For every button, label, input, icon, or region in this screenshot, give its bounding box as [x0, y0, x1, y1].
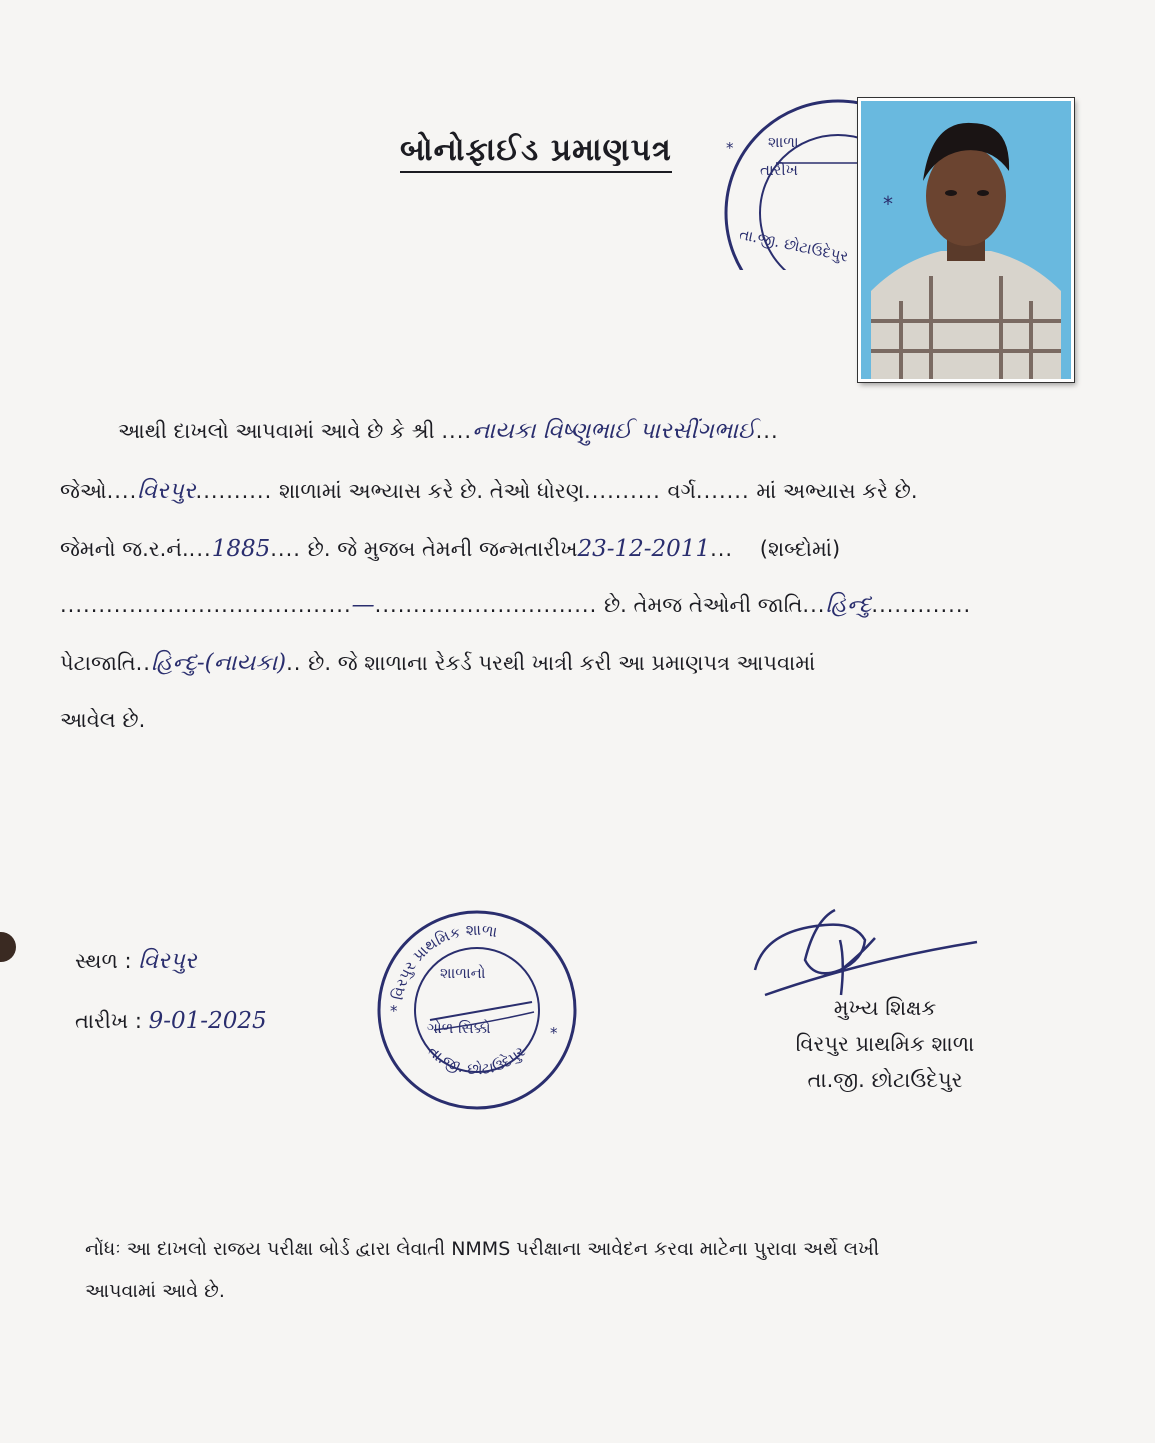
- date-value: 9-01-2025: [148, 1008, 267, 1034]
- body-line-1: આથી દાખલો આપવામાં આવે છે કે શ્રી ....નાયકા વિષ્ણુભાઈ પારસીંગભાઈ...: [118, 418, 779, 444]
- svg-text:*: *: [726, 139, 734, 157]
- birth-date: 23-12-2011: [577, 536, 711, 562]
- footer-note: [85, 1228, 1045, 1312]
- words-dash: —: [351, 592, 375, 618]
- register-number: 1885: [211, 536, 271, 562]
- person-silhouette-icon: [861, 101, 1071, 379]
- svg-text:*: *: [390, 1002, 398, 1020]
- line3-mid: છે. જે મુજબ તેમની જન્મતારીખ: [307, 537, 578, 561]
- page-title: બોનોફાઈડ પ્રમાણપત્ર: [400, 132, 672, 173]
- top-stamp-text-2: તારીખ: [760, 161, 798, 179]
- line1-prefix: આથી દાખલો આપવામાં આવે છે કે શ્રી: [118, 419, 435, 443]
- date-row: [75, 1008, 267, 1034]
- body-line-2: જેઓ....વિરપુર.......... શાળામાં અભ્યાસ કરે છે. તેઓ ધોરણ.......... વર્ગ....... માં અભ્યાસ કરે છે.: [60, 478, 918, 504]
- top-stamp-text-1: શાળા: [768, 133, 799, 151]
- date-label: તારીખ :: [75, 1009, 142, 1033]
- top-round-stamp: [708, 55, 878, 270]
- body-line-6: આવેલ છે.: [60, 708, 146, 732]
- school-village: વિરપુર: [137, 478, 196, 504]
- place-label: સ્થળ :: [75, 949, 132, 973]
- line4-mid: છે. તેમજ તેઓની જાતિ: [603, 593, 803, 617]
- line3-end: (શબ્દોમાં): [759, 537, 841, 561]
- note-line-1: નોંધઃ આ દાખલો રાજય પરીક્ષા બોર્ડ દ્વારા લેવાતી NMMS પરીક્ષાના આવેદન કરવા માટેના પુરાવા અર્થે લખી: [85, 1238, 880, 1260]
- line5-prefix: પેટાજાતિ: [60, 651, 136, 675]
- line2-prefix: જેઓ: [60, 479, 107, 503]
- body-line-4: ......................................—............................. છે. તેમજ તેઓની જાતિ...હિન્દુ.............: [60, 592, 972, 618]
- place-value: વિરપુર: [138, 948, 197, 974]
- caste: હિન્દુ: [825, 592, 872, 618]
- stamp-ring-bottom: તા.જી. છોટાઉદેપુર: [424, 1042, 530, 1079]
- punch-hole-mark: [0, 932, 16, 962]
- line2-grade: વર્ગ: [667, 479, 696, 503]
- line5-end: છે. જે શાળાના રેકર્ડ પરથી ખાત્રી કરી આ પ્રમાણપત્ર આપવામાં: [308, 651, 816, 675]
- school-round-stamp: [372, 908, 582, 1113]
- svg-text:વિરપુર પ્રાથમિક શાળા: [389, 921, 499, 1002]
- signature-block: [760, 990, 1010, 1098]
- sub-caste: હિન્દુ-(નાયકા): [150, 650, 287, 676]
- stamp-ring-top: વિરપુર પ્રાથમિક શાળા: [388, 920, 499, 1002]
- svg-text:તા.જી. છોટાઉદેપુર: [424, 1042, 529, 1078]
- svg-text:*: *: [883, 192, 893, 216]
- svg-text:*: *: [550, 1024, 558, 1042]
- sig-line-1: મુખ્ય શિક્ષક: [833, 996, 937, 1020]
- sig-line-2: વિરપુર પ્રાથમિક શાળા: [795, 1032, 975, 1056]
- body-line-5: પેટાજાતિ..હિન્દુ-(નાયકા).. છે. જે શાળાના રેકર્ડ પરથી ખાત્રી કરી આ પ્રમાણપત્ર આપવામાં: [60, 650, 816, 676]
- stamp-center-2: ગોળ સિક્કો: [427, 1019, 491, 1037]
- student-name: નાયકા વિષ્ણુભાઈ પારસીંગભાઈ: [472, 418, 756, 444]
- note-line-2: આપવામાં આવે છે.: [85, 1280, 225, 1302]
- body-line-3: જેમનો જ.ર.નં....1885.... છે. જે મુજબ તેમની જન્મતારીખ23-12-2011... (શબ્દોમાં): [60, 536, 841, 562]
- stamp-center-1: શાળાનો: [440, 964, 486, 982]
- line2-end: માં અભ્યાસ કરે છે.: [756, 479, 918, 503]
- student-photo: [858, 98, 1074, 382]
- place-row: [75, 948, 197, 974]
- sig-line-3: તા.જી. છોટાઉદેપુર: [807, 1068, 963, 1092]
- line2-mid: શાળામાં અભ્યાસ કરે છે. તેઓ ધોરણ: [278, 479, 585, 503]
- top-stamp-bottom-text: તા.જી. છોટાઉદેપુર: [737, 225, 850, 266]
- line3-prefix: જેમનો જ.ર.નં.: [60, 537, 189, 561]
